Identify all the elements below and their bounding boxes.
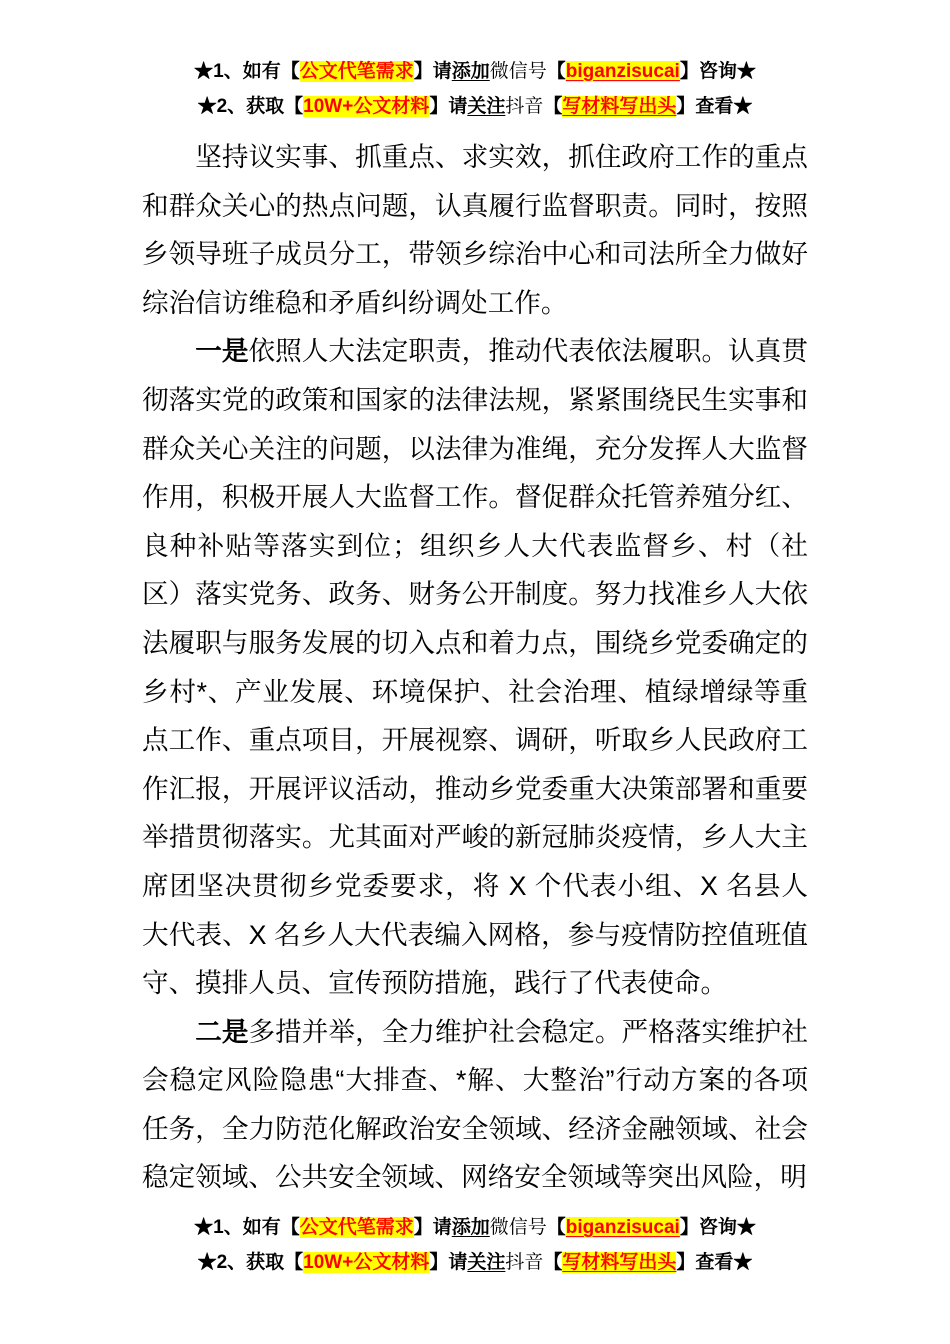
- text-run-bold: 】查看★: [676, 1252, 753, 1274]
- text-run-body-bold: 二是: [195, 1016, 249, 1047]
- text-run-bold: 】请: [429, 96, 468, 117]
- text-run-highlight-underline: 写材料写出头: [562, 1252, 677, 1274]
- text-run-regular: 抖音: [505, 1252, 544, 1274]
- watermark-line-2: [0, 1245, 950, 1280]
- document-body: [142, 133, 808, 1202]
- text-run-body: 多措并举，全力维护社会稳定。严格落实维护社会稳定风险隐患“大排查、*解、大整治”行动方案的各项任务，全力防范化解政治安全领域、经济金融领域、社会稳定领域、公共安全领域、网络安全领域等突出风险，明: [142, 1016, 809, 1193]
- text-run-bold: ★1、如有【: [194, 61, 300, 82]
- text-run-bold: ★2、获取【: [197, 96, 304, 117]
- text-run-bold: 【: [543, 1252, 563, 1274]
- text-run-bold: 】查看★: [676, 96, 753, 117]
- text-run-highlight: 10W+公文材料: [303, 96, 430, 117]
- text-run-bold: 【: [546, 1217, 566, 1239]
- text-run-bold: 【: [546, 61, 566, 82]
- text-run-highlight-underline: 写材料写出头: [562, 96, 677, 117]
- text-run-regular: 微信号: [489, 1217, 547, 1239]
- paragraph-point-two: [142, 1008, 808, 1202]
- text-run-body: 依照人大法定职责，推动代表依法履职。认真贯彻落实党的政策和国家的法律法规，紧紧围绕民生实事和群众关心关注的问题，以法律为准绳，充分发挥人大监督作用，积极开展人大监督工作。督促群众托管养殖分红、良种补贴等落实到位；组织乡人大代表监督乡、村（社区）落实党务、政务、财务公开制度。努力找准乡人大依法履职与服务发展的切入点和着力点，围绕乡党委确定的乡村*、产业发展、环境保护、社会治理、植绿增绿等重点工作、重点项目，开展视察、调研，听取乡人民政府工作汇报，开展评议活动，推动乡党委重大决策部署和重要举措贯彻落实。尤其面对严峻的新冠肺炎疫情，乡人大主席团坚决贯彻乡党委要求，将 X 个代表小组、X 名县人大代表、X 名乡人大代表编入网格，参与疫情防控值班值守、摸排人员、宣传预防措施，践行了代表使命。: [142, 336, 809, 999]
- watermark-line-1: [0, 1210, 950, 1245]
- text-run-bold: ★2、获取【: [197, 1252, 304, 1274]
- paragraph-intro: [142, 133, 808, 327]
- text-run-bold: ★1、如有【: [194, 1217, 300, 1239]
- text-run-bold: 】请: [413, 61, 452, 82]
- header-watermark: [0, 54, 950, 124]
- text-run-bold: 】咨询★: [679, 1217, 756, 1239]
- text-run-regular: 抖音: [505, 96, 544, 117]
- text-run-regular: 微信号: [489, 61, 547, 82]
- text-run-highlight: 公文代笔需求: [299, 1217, 414, 1239]
- text-run-bold-underline: 添加: [451, 1217, 490, 1239]
- watermark-line-1: [0, 54, 950, 89]
- text-run-highlight: 公文代笔需求: [299, 61, 414, 82]
- text-run-bold-underline: 关注: [467, 96, 506, 117]
- text-run-highlight-underline: biganzisucai: [565, 1217, 680, 1239]
- text-run-bold-underline: 关注: [467, 1252, 506, 1274]
- text-run-body: 坚持议实事、抓重点、求实效，抓住政府工作的重点和群众关心的热点问题，认真履行监督职责。同时，按照乡领导班子成员分工，带领乡综治中心和司法所全力做好综治信访维稳和矛盾纠纷调处工作。: [142, 142, 808, 318]
- paragraph-point-one: [142, 327, 808, 1007]
- text-run-bold-underline: 添加: [451, 61, 490, 82]
- watermark-line-2: [0, 89, 950, 124]
- text-run-bold: 】咨询★: [679, 61, 756, 82]
- footer-watermark: [0, 1210, 950, 1280]
- text-run-bold: 【: [543, 96, 563, 117]
- text-run-highlight: 10W+公文材料: [303, 1252, 430, 1274]
- text-run-bold: 】请: [429, 1252, 468, 1274]
- text-run-highlight-underline: biganzisucai: [565, 61, 680, 82]
- text-run-bold: 】请: [413, 1217, 452, 1239]
- text-run-body-bold: 一是: [195, 336, 249, 367]
